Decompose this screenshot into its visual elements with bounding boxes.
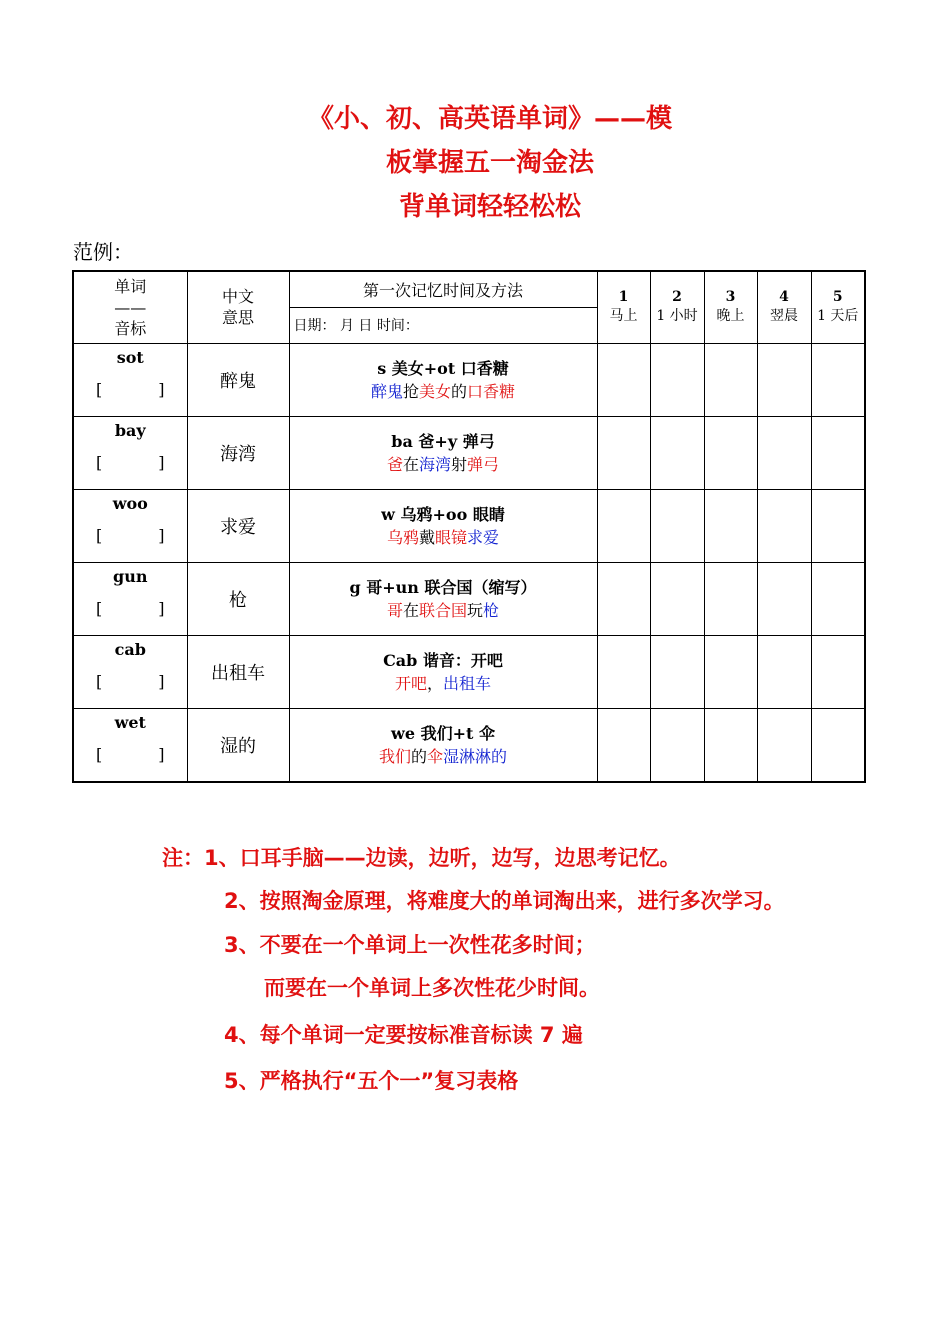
table-row	[73, 343, 865, 416]
mnemonic-segment: 在	[402, 454, 419, 474]
mnemonic-segment: 美女	[418, 381, 451, 401]
title-line-1: 《小、初、高英语单词》——模	[307, 104, 672, 134]
word-cell	[73, 343, 187, 416]
note-2: 2、按照淘金原理，将难度大的单词淘出来，进行多次学习。	[224, 889, 785, 913]
word-cell	[73, 636, 187, 709]
mnemonic-segment: 的	[410, 747, 427, 767]
bracket-close: ]	[158, 599, 165, 619]
review-5-label: 1 天后	[817, 308, 859, 325]
method-mnemonic	[290, 745, 597, 768]
review-2-cell	[650, 563, 704, 636]
mnemonic-segment: 眼镜	[435, 527, 468, 547]
review-3-cell	[704, 636, 757, 709]
review-3-label: 晚上	[716, 308, 745, 325]
mnemonic-segment: 联合国	[418, 601, 467, 621]
table-row	[73, 563, 865, 636]
note-5: 5、严格执行“五个一”复习表格	[224, 1069, 519, 1093]
review-5-cell	[811, 709, 865, 782]
chinese-meaning: 出租车	[187, 636, 289, 709]
review-5-cell	[811, 636, 865, 709]
english-word: bay	[114, 420, 146, 440]
method-mnemonic	[290, 599, 597, 622]
phonetic-brackets	[96, 599, 165, 618]
bracket-open: [	[96, 745, 103, 765]
bracket-close: ]	[158, 745, 165, 765]
bracket-open: [	[96, 672, 103, 692]
header-review-5	[811, 271, 865, 343]
phonetic-brackets	[96, 526, 165, 545]
mnemonic-segment: 抢	[402, 381, 419, 401]
word-cell	[73, 563, 187, 636]
mnemonic-segment: 爸	[386, 454, 403, 474]
note-3-continued: 而要在一个单词上多次性花少时间。	[264, 976, 600, 1000]
review-3-num: 3	[725, 289, 736, 306]
table-row	[73, 709, 865, 782]
mnemonic-segment: 海湾	[418, 454, 451, 474]
memory-method	[289, 416, 597, 489]
english-word: sot	[116, 347, 144, 367]
header-review-3	[704, 271, 757, 343]
mnemonic-segment: 伞	[427, 747, 444, 767]
mnemonic-segment: 的	[451, 381, 468, 401]
review-4-cell	[757, 489, 811, 562]
method-breakdown: ba 爸+y 弹弓	[391, 431, 495, 451]
review-4-cell	[757, 343, 811, 416]
header-meaning-line2: 意思	[221, 308, 254, 328]
review-3-cell	[704, 343, 757, 416]
mnemonic-segment: ，	[426, 674, 443, 694]
word-cell	[73, 709, 187, 782]
title-line-2: 板掌握五一淘金法	[385, 148, 594, 178]
phonetic-brackets	[96, 672, 165, 691]
header-review-4	[757, 271, 811, 343]
table-row	[73, 489, 865, 562]
review-4-label: 翌晨	[770, 308, 798, 325]
vocabulary-table	[72, 270, 866, 783]
chinese-meaning: 枪	[187, 563, 289, 636]
mnemonic-segment: 乌鸦	[386, 527, 419, 547]
method-breakdown: g 哥+un 联合国（缩写）	[349, 578, 537, 598]
header-word: 单词	[114, 276, 147, 296]
header-review-1	[597, 271, 650, 343]
review-5-num: 5	[832, 289, 843, 306]
mnemonic-segment: 戴	[418, 527, 435, 547]
word-cell	[73, 416, 187, 489]
mnemonic-segment: 我们	[378, 747, 411, 767]
note-4: 4、每个单词一定要按标准音标读 7 遍	[224, 1023, 583, 1047]
header-method-title: 第一次记忆时间及方法	[289, 271, 597, 307]
method-breakdown: we 我们+t 伞	[391, 724, 495, 744]
mnemonic-segment: 出租车	[443, 674, 492, 694]
note-1: 注：1、口耳手脑——边读，边听，边写，边思考记忆。	[162, 846, 681, 870]
review-4-cell	[757, 563, 811, 636]
review-3-cell	[704, 563, 757, 636]
review-3-cell	[704, 416, 757, 489]
phonetic-brackets	[96, 745, 165, 764]
memory-method	[289, 709, 597, 782]
bracket-close: ]	[158, 525, 165, 545]
mnemonic-segment: 湿淋淋的	[443, 747, 508, 767]
mnemonic-segment: 哥	[386, 601, 403, 621]
memory-method	[289, 563, 597, 636]
chinese-meaning: 海湾	[187, 416, 289, 489]
header-dash: ——	[114, 297, 147, 317]
bracket-open: [	[96, 452, 103, 472]
review-3-cell	[704, 489, 757, 562]
review-4-cell	[757, 709, 811, 782]
mnemonic-segment: 枪	[483, 601, 500, 621]
phonetic-brackets	[96, 380, 165, 399]
memory-method	[289, 489, 597, 562]
bracket-close: ]	[158, 672, 165, 692]
review-4-cell	[757, 416, 811, 489]
mnemonic-segment: 求爱	[467, 527, 500, 547]
review-5-cell	[811, 416, 865, 489]
bracket-close: ]	[158, 452, 165, 472]
phonetic-brackets	[96, 453, 165, 472]
header-phonetic: 音标	[114, 318, 147, 338]
method-mnemonic	[290, 453, 597, 476]
header-word-phonetic	[73, 271, 187, 343]
mnemonic-segment: 开吧	[394, 674, 427, 694]
example-label: 范例：	[73, 240, 133, 264]
header-meaning	[187, 271, 289, 343]
review-5-cell	[811, 563, 865, 636]
english-word: wet	[114, 713, 146, 733]
method-breakdown: s 美女+ot 口香糖	[377, 358, 509, 378]
method-breakdown: w 乌鸦+oo 眼睛	[381, 504, 505, 524]
bracket-open: [	[96, 379, 103, 399]
header-date-line: 日期： 月 日 时间：	[289, 307, 597, 343]
english-word: woo	[112, 493, 148, 513]
review-4-num: 4	[779, 289, 789, 306]
mnemonic-segment: 口香糖	[467, 381, 516, 401]
table-row	[73, 636, 865, 709]
review-2-cell	[650, 636, 704, 709]
method-breakdown: Cab 谐音：开吧	[383, 651, 503, 671]
mnemonic-segment: 醉鬼	[370, 381, 403, 401]
bracket-open: [	[96, 525, 103, 545]
review-2-cell	[650, 489, 704, 562]
review-2-cell	[650, 709, 704, 782]
table-row	[73, 416, 865, 489]
review-4-cell	[757, 636, 811, 709]
review-2-num: 2	[672, 289, 682, 306]
review-1-cell	[597, 343, 650, 416]
method-mnemonic	[290, 672, 597, 695]
english-word: gun	[113, 567, 148, 587]
review-1-cell	[597, 709, 650, 782]
memory-method	[289, 343, 597, 416]
mnemonic-segment: 玩	[467, 601, 484, 621]
chinese-meaning: 湿的	[187, 709, 289, 782]
chinese-meaning: 求爱	[187, 489, 289, 562]
mnemonic-segment: 弹弓	[467, 454, 500, 474]
review-2-label: 1 小时	[656, 308, 698, 325]
review-1-num: 1	[618, 289, 629, 306]
bracket-close: ]	[158, 379, 165, 399]
header-review-2	[650, 271, 704, 343]
review-5-cell	[811, 343, 865, 416]
review-1-cell	[597, 563, 650, 636]
method-mnemonic	[290, 526, 597, 549]
header-meaning-line1: 中文	[221, 287, 254, 307]
review-1-label: 马上	[609, 308, 638, 325]
review-2-cell	[650, 343, 704, 416]
review-1-cell	[597, 636, 650, 709]
word-cell	[73, 489, 187, 562]
method-mnemonic	[290, 380, 597, 403]
english-word: cab	[114, 640, 146, 660]
mnemonic-segment: 在	[402, 601, 419, 621]
bracket-open: [	[96, 599, 103, 619]
review-3-cell	[704, 709, 757, 782]
review-5-cell	[811, 489, 865, 562]
memory-method	[289, 636, 597, 709]
mnemonic-segment: 射	[451, 454, 468, 474]
review-1-cell	[597, 416, 650, 489]
review-1-cell	[597, 489, 650, 562]
chinese-meaning: 醉鬼	[187, 343, 289, 416]
review-2-cell	[650, 416, 704, 489]
note-3: 3、不要在一个单词上一次性花多时间；	[224, 933, 596, 957]
title-line-3: 背单词轻轻松松	[398, 192, 581, 222]
